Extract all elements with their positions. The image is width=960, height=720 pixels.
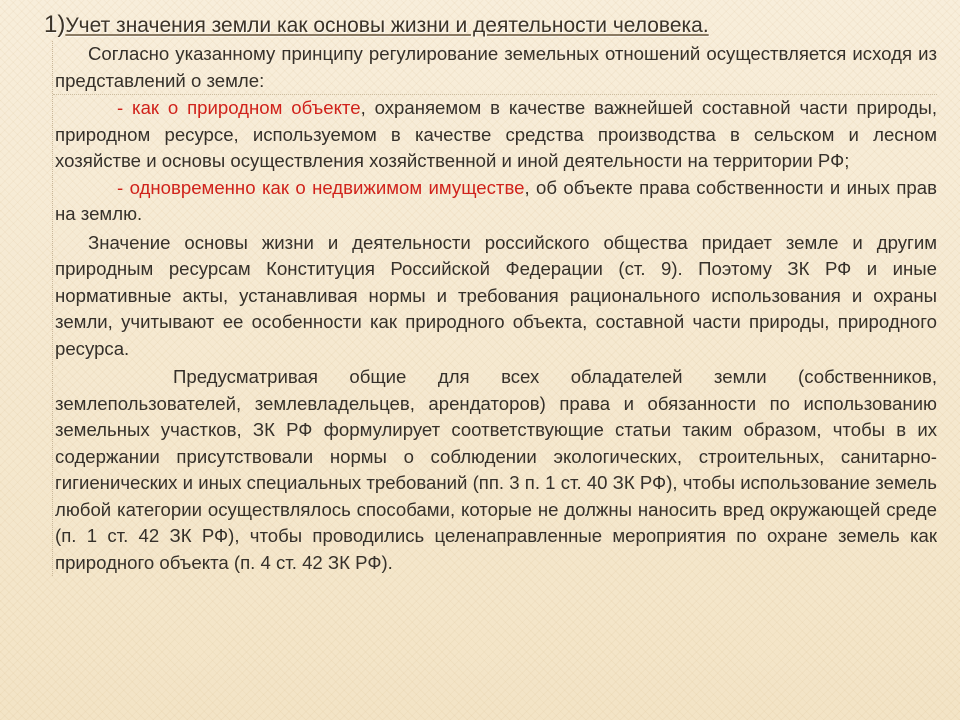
slide-title bbox=[44, 10, 924, 41]
title-text: Учет значения земли как основы жизни и деятельности человека. bbox=[65, 14, 709, 37]
paragraph-intro: Согласно указанному принципу регулирование земельных отношений осуществляется исходя из представлений о земле: bbox=[55, 43, 937, 91]
highlight-natural-object: как о природном объекте bbox=[132, 97, 361, 118]
paragraph-natural-object-rest: , охраняемом в качестве важнейшей составной части природы, природном ресурсе, используемом в качестве средства производства в сельском и лесном хозяйстве и основы осуществления хозяйственной и иной деятельности на территории РФ; bbox=[55, 97, 938, 171]
paragraph-constitution: Значение основы жизни и деятельности российского общества придает земле и другим природным ресурсам Конституция Российской Федерации (ст. 9). Поэтому ЗК РФ и иные нормативные акты, устанавливая нормы и требования рационального использования и охраны земли, учитывают ее особенности как природного объекта, составной части природы, природного ресурса. bbox=[55, 231, 937, 359]
paragraph-real-estate bbox=[55, 175, 937, 228]
highlight-real-estate: одновременно как о недвижимом имуществе bbox=[129, 176, 525, 198]
body-text bbox=[52, 41, 937, 576]
dash-marker: - bbox=[117, 97, 133, 118]
paragraph-land-code: Предусматривая общие для всех обладателей земли (собственников, землепользователей, землевладельцев, арендаторов) права и обязанности по использованию земельных участков, ЗК РФ формулирует соответствующие статьи таким образом, чтобы в их содержании присутствовали нормы о соблюдении экологических, строительных, санитарно-гигиенических и иных специальных требований (пп. 3 п. 1 ст. 40 ЗК РФ), чтобы использование земель любой категории осуществлялось способами, которые не должны наносить вред окружающей среде (п. 1 ст. 42 ЗК РФ), чтобы проводились целенаправленные мероприятия по охране земель как природного объекта (п. 4 ст. 42 ЗК РФ). bbox=[55, 366, 937, 573]
title-number: 1) bbox=[44, 11, 66, 38]
paragraph-real-estate-rest: , об объекте права собственности и иных прав на землю. bbox=[55, 176, 937, 224]
paragraph-natural-object bbox=[55, 95, 937, 175]
dash-marker: - bbox=[117, 176, 130, 198]
